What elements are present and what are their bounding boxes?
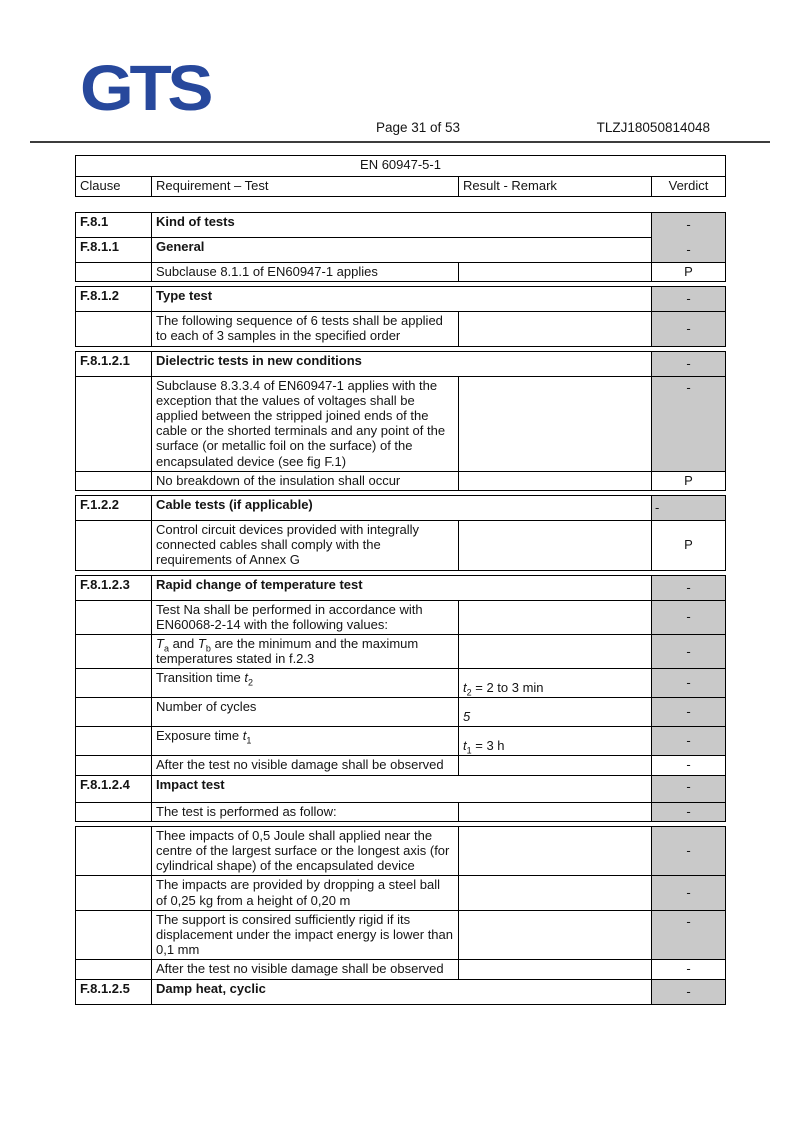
table-row — [76, 727, 726, 756]
clause-cell — [76, 521, 152, 571]
clause-cell — [76, 669, 152, 698]
table-header — [75, 155, 726, 197]
verdict-cell: - — [652, 802, 726, 821]
col-header-clause: Clause — [76, 177, 152, 197]
table-row — [76, 698, 726, 727]
clause-cell: F.1.2.2 — [76, 496, 152, 521]
verdict-cell: - — [652, 910, 726, 960]
requirement-cell: Rapid change of temperature test — [152, 575, 652, 600]
table-row — [76, 775, 726, 802]
result-cell — [459, 312, 652, 346]
requirement-cell: Test Na shall be performed in accordance with EN60068-2-14 with the following values: — [152, 600, 459, 634]
report-number: TLZJ18050814048 — [596, 120, 710, 135]
result-cell — [459, 635, 652, 669]
verdict-cell: - — [652, 496, 726, 521]
result-cell — [459, 471, 652, 490]
table-row — [76, 376, 726, 471]
table-block — [75, 351, 726, 491]
table-row — [76, 876, 726, 910]
table-row — [76, 600, 726, 634]
table-row — [76, 635, 726, 669]
clause-cell — [76, 600, 152, 634]
table-row — [76, 960, 726, 979]
table-block — [75, 286, 726, 346]
verdict-cell: - — [652, 312, 726, 346]
requirement-cell: Number of cycles — [152, 698, 459, 727]
result-cell — [459, 960, 652, 979]
requirement-cell: Type test — [152, 287, 652, 312]
verdict-cell: - — [652, 960, 726, 979]
verdict-cell: - — [652, 635, 726, 669]
requirement-cell: Impact test — [152, 775, 652, 802]
clause-cell — [76, 960, 152, 979]
verdict-cell: - — [652, 575, 726, 600]
result-cell: $t_1 = 3$ h — [459, 727, 652, 756]
result-cell — [459, 910, 652, 960]
clause-cell: F.8.1.2.1 — [76, 351, 152, 376]
table-row — [76, 287, 726, 312]
clause-cell: F.8.1.2.5 — [76, 979, 152, 1004]
table-row — [76, 575, 726, 600]
requirement-cell: Cable tests (if applicable) — [152, 496, 652, 521]
standard-title: EN 60947-5-1 — [76, 156, 726, 177]
requirement-cell: The test is performed as follow: — [152, 802, 459, 821]
verdict-cell: P — [652, 263, 726, 282]
requirement-cell: After the test no visible damage shall be observed — [152, 960, 459, 979]
clause-cell: F.8.1.2.3 — [76, 575, 152, 600]
clause-cell — [76, 263, 152, 282]
table-row — [76, 351, 726, 376]
requirement-cell: Subclause 8.3.3.4 of EN60947-1 applies with the exception that the values of voltages shall be applied between the stripped joined ends of the cable or the shorted terminals and any point of the surface (or metallic foil on the surface) of the encapsulated device (see fig F.1) — [152, 376, 459, 471]
table-row — [76, 802, 726, 821]
table-block — [75, 495, 726, 571]
gts-logo: GTS — [80, 52, 210, 124]
result-cell — [459, 600, 652, 634]
requirement-cell: Exposure time $t_1$ — [152, 727, 459, 756]
verdict-cell: - — [652, 213, 726, 238]
requirement-cell: Dielectric tests in new conditions — [152, 351, 652, 376]
verdict-cell: - — [652, 756, 726, 775]
table-row — [76, 263, 726, 282]
table-block — [75, 826, 726, 1005]
clause-cell — [76, 376, 152, 471]
requirement-cell: Kind of tests — [152, 213, 652, 238]
result-cell: $t_2 = 2$ to 3 min — [459, 669, 652, 698]
verdict-cell: - — [652, 351, 726, 376]
result-cell — [459, 263, 652, 282]
page-number: Page 31 of 53 — [375, 120, 461, 135]
clause-cell: F.8.1.2.4 — [76, 775, 152, 802]
col-header-verdict: Verdict — [652, 177, 726, 197]
clause-cell — [76, 698, 152, 727]
verdict-cell: - — [652, 826, 726, 876]
clause-cell — [76, 802, 152, 821]
table-body — [75, 212, 725, 1005]
clause-cell: F.8.1 — [76, 213, 152, 238]
clause-cell — [76, 635, 152, 669]
verdict-cell: - — [652, 238, 726, 263]
clause-cell: F.8.1.1 — [76, 238, 152, 263]
verdict-cell: P — [652, 471, 726, 490]
result-cell — [459, 756, 652, 775]
requirements-table-area — [75, 155, 725, 1005]
clause-cell — [76, 727, 152, 756]
clause-cell: F.8.1.2 — [76, 287, 152, 312]
verdict-cell: - — [652, 669, 726, 698]
requirement-cell: $T_a$ and $T_b$ are the minimum and the maximum temperatures stated in f.2.3 — [152, 635, 459, 669]
result-cell: 5 — [459, 698, 652, 727]
header-divider — [30, 141, 770, 143]
standard-row — [76, 156, 726, 177]
verdict-cell: - — [652, 727, 726, 756]
requirement-cell: Subclause 8.1.1 of EN60947-1 applies — [152, 263, 459, 282]
requirement-cell: The following sequence of 6 tests shall be applied to each of 3 samples in the specified order — [152, 312, 459, 346]
clause-cell — [76, 910, 152, 960]
table-row — [76, 213, 726, 238]
result-cell — [459, 376, 652, 471]
table-block — [75, 212, 726, 282]
clause-cell — [76, 876, 152, 910]
verdict-cell: P — [652, 521, 726, 571]
verdict-cell: - — [652, 376, 726, 471]
table-row — [76, 979, 726, 1004]
table-row — [76, 756, 726, 775]
verdict-cell: - — [652, 979, 726, 1004]
verdict-cell: - — [652, 775, 726, 802]
table-block — [75, 575, 726, 822]
requirement-cell: Thee impacts of 0,5 Joule shall applied near the centre of the largest surface or the longest axis (for cylindrical shape) of the encapsulated device — [152, 826, 459, 876]
col-header-requirement: Requirement – Test — [152, 177, 459, 197]
verdict-cell: - — [652, 876, 726, 910]
requirement-cell: After the test no visible damage shall be observed — [152, 756, 459, 775]
verdict-cell: - — [652, 287, 726, 312]
verdict-cell: - — [652, 600, 726, 634]
requirement-cell: The support is consired sufficiently rigid if its displacement under the impact energy is lower than 0,1 mm — [152, 910, 459, 960]
requirement-cell: Transition time $t_2$ — [152, 669, 459, 698]
result-cell — [459, 826, 652, 876]
clause-cell — [76, 756, 152, 775]
clause-cell — [76, 312, 152, 346]
result-cell — [459, 876, 652, 910]
table-row — [76, 521, 726, 571]
result-cell — [459, 521, 652, 571]
requirement-cell: Damp heat, cyclic — [152, 979, 652, 1004]
requirement-cell: Control circuit devices provided with integrally connected cables shall comply with the requirements of Annex G — [152, 521, 459, 571]
requirement-cell: No breakdown of the insulation shall occur — [152, 471, 459, 490]
table-row — [76, 910, 726, 960]
requirement-cell: The impacts are provided by dropping a steel ball of 0,25 kg from a height of 0,20 m — [152, 876, 459, 910]
col-header-result: Result - Remark — [459, 177, 652, 197]
column-header-row — [76, 177, 726, 197]
table-row — [76, 496, 726, 521]
clause-cell — [76, 471, 152, 490]
verdict-cell: - — [652, 698, 726, 727]
table-row — [76, 238, 726, 263]
table-row — [76, 312, 726, 346]
requirement-cell: General — [152, 238, 652, 263]
clause-cell — [76, 826, 152, 876]
table-row — [76, 826, 726, 876]
table-row — [76, 669, 726, 698]
table-row — [76, 471, 726, 490]
result-cell — [459, 802, 652, 821]
